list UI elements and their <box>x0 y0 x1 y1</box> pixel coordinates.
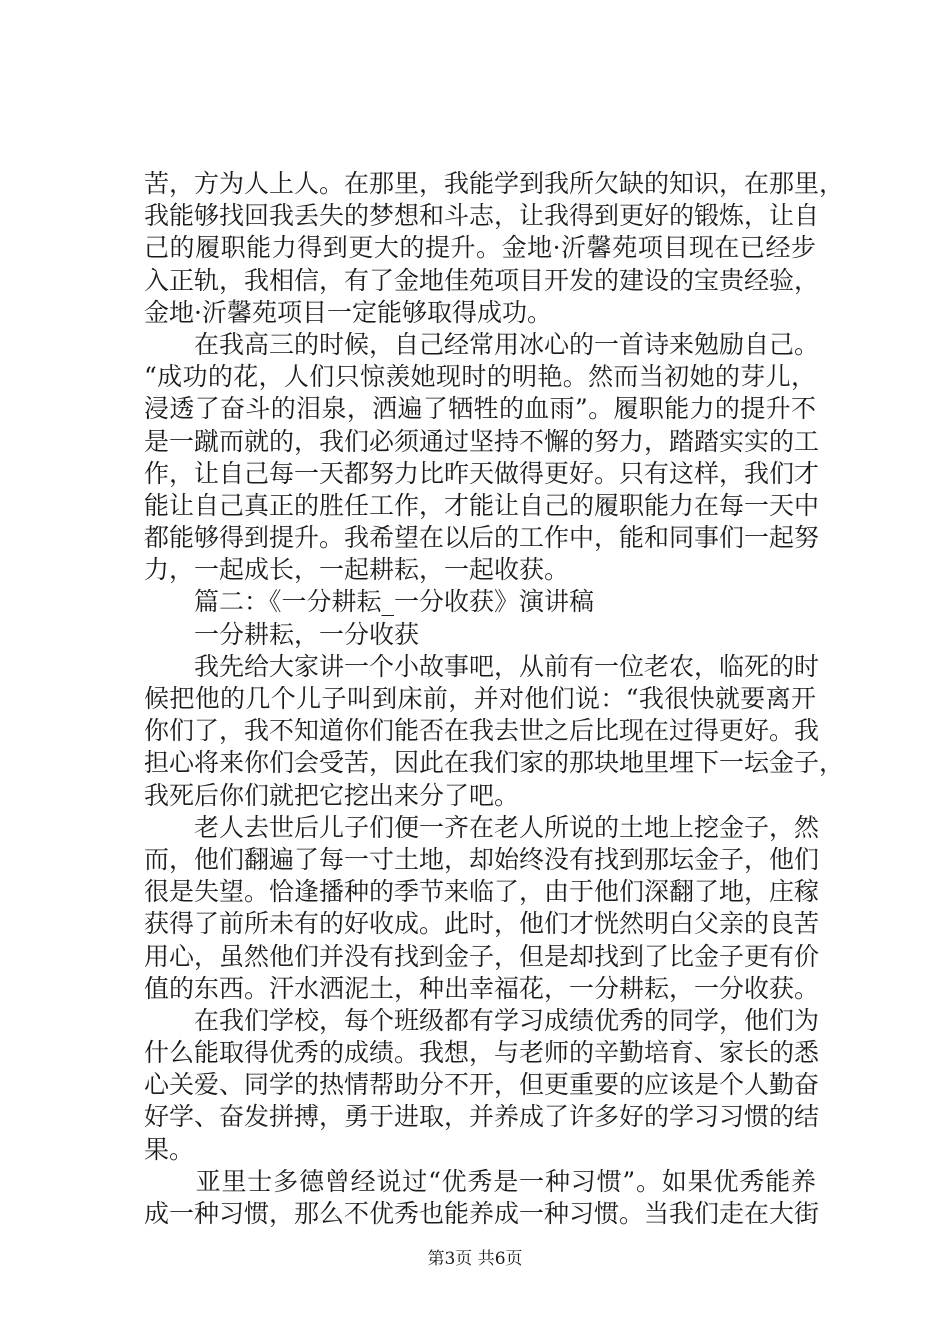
text-line: 入正轨，我相信，有了金地佳苑项目开发的建设的宝贵经验， <box>144 265 820 295</box>
text-line: 我先给大家讲一个小故事吧，从前有一位老农，临死的时 <box>144 651 820 681</box>
text-line: 金地·沂馨苑项目一定能够取得成功。 <box>144 297 552 327</box>
text-line: 用心，虽然他们并没有找到金子，但是却找到了比金子更有价 <box>144 941 820 971</box>
text-line: 篇二：《一分耕耘_一分收获》演讲稿 <box>144 587 595 617</box>
text-line: “成功的花，人们只惊羡她现时的明艳。然而当初她的芽儿， <box>144 362 816 392</box>
text-line: 在我高三的时候，自己经常用冰心的一首诗来勉励自己。 <box>144 329 820 359</box>
text-line: 好学、奋发拼搏，勇于进取，并养成了许多好的学习习惯的结 <box>144 1102 820 1132</box>
text-line: 能让自己真正的胜任工作，才能让自己的履职能力在每一天中 <box>144 490 820 520</box>
text-line: 担心将来你们会受苦，因此在我们家的那块地里埋下一坛金子， <box>144 748 845 778</box>
text-line: 是一蹴而就的，我们必须通过坚持不懈的努力，踏踏实实的工 <box>144 426 820 456</box>
text-line: 一分耕耘，一分收获 <box>144 619 420 649</box>
page-footer: 第3页 共6页 <box>427 1249 523 1269</box>
text-line: 候把他的几个儿子叫到床前，并对他们说：“我很快就要离开 <box>144 684 816 713</box>
text-line: 成一种习惯，那么不优秀也能养成一种习惯。当我们走在大街 <box>144 1199 820 1228</box>
text-line: 获得了前所未有的好收成。此时，他们才恍然明白父亲的良苦 <box>144 909 820 939</box>
text-line: 己的履职能力得到更大的提升。金地·沂馨苑项目现在已经步 <box>144 233 816 263</box>
text-line: 在我们学校，每个班级都有学习成绩优秀的同学，他们为 <box>144 1005 820 1035</box>
text-line: 值的东西。汗水洒泥土，种出幸福花，一分耕耘，一分收获。 <box>144 973 820 1003</box>
text-line: 都能够得到提升。我希望在以后的工作中，能和同事们一起努 <box>144 523 820 553</box>
text-line: 我能够找回我丢失的梦想和斗志，让我得到更好的锻炼，让自 <box>144 201 820 231</box>
text-line: 而，他们翻遍了每一寸土地，却始终没有找到那坛金子，他们 <box>144 844 820 874</box>
text-line: 很是失望。恰逢播种的季节来临了，由于他们深翻了地，庄稼 <box>144 877 820 907</box>
text-line: 你们了，我不知道你们能否在我去世之后比现在过得更好。我 <box>144 716 820 746</box>
text-line: 作，让自己每一天都努力比昨天做得更好。只有这样，我们才 <box>144 458 820 488</box>
document-body <box>144 168 845 1230</box>
text-line: 苦，方为人上人。在那里，我能学到我所欠缺的知识，在那里， <box>144 169 845 198</box>
text-line: 心关爱、同学的热情帮助分不开，但更重要的应该是个人勤奋 <box>144 1070 820 1100</box>
text-line: 力，一起成长，一起耕耘，一起收获。 <box>144 555 570 585</box>
text-line: 亚里士多德曾经说过“优秀是一种习惯”。如果优秀能养 <box>144 1166 816 1196</box>
text-line: 我死后你们就把它挖出来分了吧。 <box>144 780 520 810</box>
text-line: 浸透了奋斗的泪泉，洒遍了牺牲的血雨”。履职能力的提升不 <box>144 394 816 424</box>
text-line: 老人去世后儿子们便一齐在老人所说的土地上挖金子，然 <box>144 812 820 842</box>
text-line: 什么能取得优秀的成绩。我想，与老师的辛勤培育、家长的悉 <box>144 1038 820 1068</box>
text-line: 果。 <box>144 1134 195 1164</box>
